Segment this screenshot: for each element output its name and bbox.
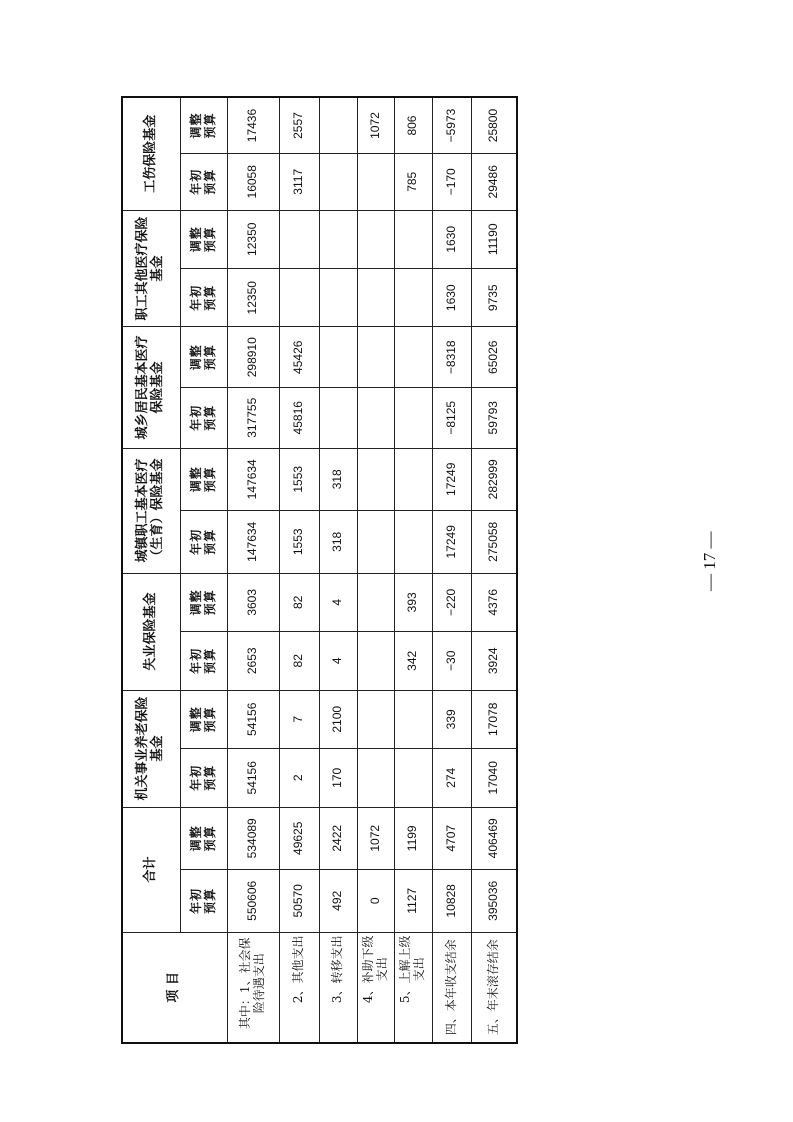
row-label: 3、转移支出 bbox=[319, 932, 357, 1043]
table-cell: 0 bbox=[357, 870, 394, 933]
table-row bbox=[357, 97, 394, 1043]
table-cell: 3924 bbox=[471, 632, 517, 690]
table-cell: 17249 bbox=[432, 511, 471, 574]
table-cell: 4 bbox=[319, 573, 357, 632]
table-cell bbox=[319, 269, 357, 327]
table-cell: −30 bbox=[432, 632, 471, 690]
table-cell bbox=[357, 749, 394, 807]
table-cell: 9735 bbox=[471, 269, 517, 327]
table-cell: 29486 bbox=[471, 154, 517, 210]
row-label: 2、其他支出 bbox=[279, 932, 319, 1043]
table-cell bbox=[357, 154, 394, 210]
table-cell bbox=[394, 511, 432, 574]
table-cell: 318 bbox=[319, 448, 357, 511]
sub-adjusted-budget: 调整 预算 bbox=[180, 97, 227, 154]
table-cell: −5973 bbox=[432, 97, 471, 154]
table-cell: 10828 bbox=[432, 870, 471, 933]
table-cell: 318 bbox=[319, 511, 357, 574]
row-label: 五、年末滚存结余 bbox=[471, 932, 517, 1043]
table-cell: 2422 bbox=[319, 807, 357, 870]
table-cell: 82 bbox=[279, 573, 319, 632]
table-cell: 1199 bbox=[394, 807, 432, 870]
table-row bbox=[279, 97, 319, 1043]
table-cell: 4707 bbox=[432, 807, 471, 870]
sub-adjusted-budget: 调整 预算 bbox=[180, 807, 227, 870]
table-cell: 45816 bbox=[279, 388, 319, 449]
table-row bbox=[432, 97, 471, 1043]
table-cell: 54156 bbox=[227, 690, 279, 749]
table-cell: 1553 bbox=[279, 448, 319, 511]
table-cell: 170 bbox=[319, 749, 357, 807]
table-cell: −8318 bbox=[432, 327, 471, 388]
table-cell bbox=[394, 327, 432, 388]
page-number: — 17 — bbox=[700, 531, 719, 591]
table-cell: 2557 bbox=[279, 97, 319, 154]
row-label: 5、上解上级支出 bbox=[394, 932, 432, 1043]
table-cell: 806 bbox=[394, 97, 432, 154]
table-cell: −170 bbox=[432, 154, 471, 210]
table-cell bbox=[357, 327, 394, 388]
table-cell: 274 bbox=[432, 749, 471, 807]
table-cell: 7 bbox=[279, 690, 319, 749]
sub-adjusted-budget: 调整 预算 bbox=[180, 210, 227, 269]
table-cell bbox=[357, 511, 394, 574]
table-row bbox=[319, 97, 357, 1043]
group-total: 合计 bbox=[122, 807, 180, 932]
table-cell: 54156 bbox=[227, 749, 279, 807]
table-cell: 49625 bbox=[279, 807, 319, 870]
table-cell: 25800 bbox=[471, 97, 517, 154]
table-cell bbox=[279, 210, 319, 269]
table-row bbox=[227, 97, 279, 1043]
table-cell bbox=[357, 632, 394, 690]
table-cell bbox=[357, 573, 394, 632]
table-row bbox=[394, 97, 432, 1043]
table-cell: 17436 bbox=[227, 97, 279, 154]
table-cell: 785 bbox=[394, 154, 432, 210]
table-cell bbox=[319, 210, 357, 269]
table-cell: 1553 bbox=[279, 511, 319, 574]
row-label: 四、本年收支结余 bbox=[432, 932, 471, 1043]
sub-header-row bbox=[180, 97, 227, 1043]
table-cell: 2 bbox=[279, 749, 319, 807]
table-cell bbox=[357, 448, 394, 511]
row-label: 其中：1、社会保险待遇支出 bbox=[227, 932, 279, 1043]
table-cell bbox=[357, 269, 394, 327]
table-cell bbox=[394, 388, 432, 449]
table-cell: 1072 bbox=[357, 97, 394, 154]
sub-adjusted-budget: 调整 预算 bbox=[180, 573, 227, 632]
table-cell: 82 bbox=[279, 632, 319, 690]
table-cell bbox=[319, 97, 357, 154]
table-cell: 12350 bbox=[227, 210, 279, 269]
sub-adjusted-budget: 调整 预算 bbox=[180, 448, 227, 511]
sub-initial-budget: 年初 预算 bbox=[180, 154, 227, 210]
table-cell bbox=[279, 269, 319, 327]
table-cell: 275058 bbox=[471, 511, 517, 574]
group-unemployment: 失业保险基金 bbox=[122, 573, 180, 690]
table-row bbox=[471, 97, 517, 1043]
table-cell: 395036 bbox=[471, 870, 517, 933]
table-cell: 550606 bbox=[227, 870, 279, 933]
table-cell bbox=[357, 690, 394, 749]
table-cell bbox=[357, 388, 394, 449]
table-cell: 534089 bbox=[227, 807, 279, 870]
table-cell: 1630 bbox=[432, 210, 471, 269]
table-cell bbox=[319, 327, 357, 388]
table-cell bbox=[394, 210, 432, 269]
sub-initial-budget: 年初 预算 bbox=[180, 749, 227, 807]
group-resident-medical: 城乡居民基本医疗保险基金 bbox=[122, 327, 180, 448]
rotated-table-container bbox=[121, 96, 500, 1044]
table-cell: 393 bbox=[394, 573, 432, 632]
sub-initial-budget: 年初 预算 bbox=[180, 870, 227, 933]
sub-initial-budget: 年初 预算 bbox=[180, 388, 227, 449]
table-cell: 17040 bbox=[471, 749, 517, 807]
group-header-row bbox=[122, 97, 180, 1043]
table-cell: −220 bbox=[432, 573, 471, 632]
table-cell bbox=[394, 749, 432, 807]
table-cell: 2653 bbox=[227, 632, 279, 690]
table-cell bbox=[357, 210, 394, 269]
table-cell bbox=[394, 448, 432, 511]
table-cell: 12350 bbox=[227, 269, 279, 327]
table-cell: 3603 bbox=[227, 573, 279, 632]
table-cell: 342 bbox=[394, 632, 432, 690]
fund-budget-table bbox=[121, 96, 518, 1044]
group-employee-other-medical: 职工其他医疗保险基金 bbox=[122, 210, 180, 327]
sub-initial-budget: 年初 预算 bbox=[180, 269, 227, 327]
table-cell bbox=[394, 269, 432, 327]
table-cell: 17078 bbox=[471, 690, 517, 749]
table-cell: 298910 bbox=[227, 327, 279, 388]
table-cell: 4376 bbox=[471, 573, 517, 632]
table-cell: 65026 bbox=[471, 327, 517, 388]
table-cell: 59793 bbox=[471, 388, 517, 449]
table-cell: 147634 bbox=[227, 448, 279, 511]
group-institution-pension: 机关事业养老保险基金 bbox=[122, 690, 180, 807]
table-cell bbox=[394, 690, 432, 749]
sub-initial-budget: 年初 预算 bbox=[180, 632, 227, 690]
table-cell: 147634 bbox=[227, 511, 279, 574]
table-cell: 406469 bbox=[471, 807, 517, 870]
table-cell: 2100 bbox=[319, 690, 357, 749]
table-cell: 17249 bbox=[432, 448, 471, 511]
table-cell: 339 bbox=[432, 690, 471, 749]
table-cell: 11190 bbox=[471, 210, 517, 269]
table-cell: 492 bbox=[319, 870, 357, 933]
table-cell: 1072 bbox=[357, 807, 394, 870]
table-cell: 317755 bbox=[227, 388, 279, 449]
table-cell: 4 bbox=[319, 632, 357, 690]
table-cell: 50570 bbox=[279, 870, 319, 933]
table-cell: 3117 bbox=[279, 154, 319, 210]
sub-initial-budget: 年初 预算 bbox=[180, 511, 227, 574]
table-cell: 1127 bbox=[394, 870, 432, 933]
table-cell: 16058 bbox=[227, 154, 279, 210]
sub-adjusted-budget: 调整 预算 bbox=[180, 327, 227, 388]
item-header: 项 目 bbox=[122, 932, 227, 1043]
table-cell bbox=[319, 388, 357, 449]
sub-adjusted-budget: 调整 预算 bbox=[180, 690, 227, 749]
table-cell: 45426 bbox=[279, 327, 319, 388]
group-work-injury: 工伤保险基金 bbox=[122, 97, 180, 210]
table-cell: 282999 bbox=[471, 448, 517, 511]
table-cell bbox=[319, 154, 357, 210]
table-cell: −8125 bbox=[432, 388, 471, 449]
row-label: 4、补助下级支出 bbox=[357, 932, 394, 1043]
group-urban-employee-medical: 城镇职工基本医疗（生育）保险基金 bbox=[122, 448, 180, 573]
table-cell: 1630 bbox=[432, 269, 471, 327]
